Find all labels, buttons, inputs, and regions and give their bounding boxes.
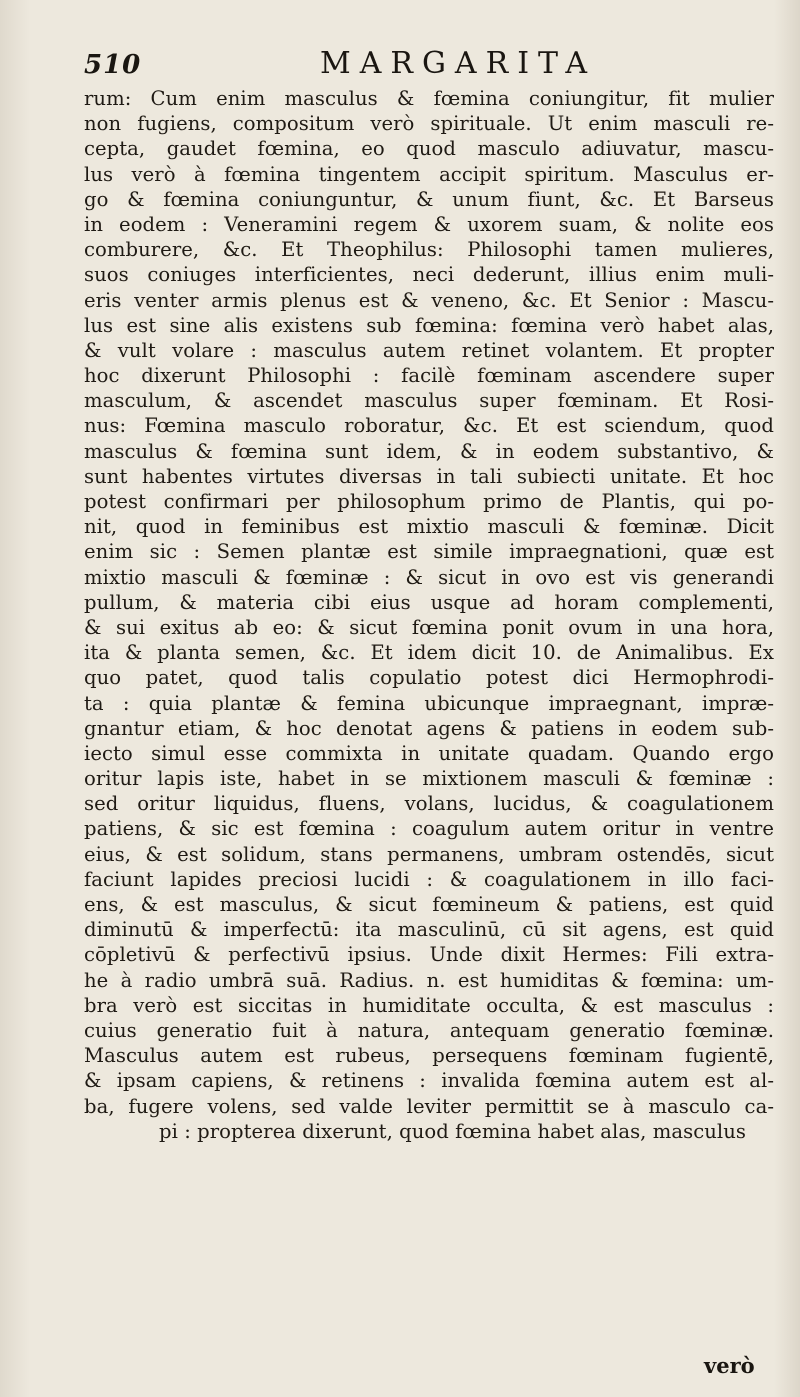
text-line: ba, fugere volens, sed valde leviter permittit se à masculo ca- [84, 1094, 774, 1118]
text-line: non fugiens, compositum verò spirituale. Ut enim masculi re- [84, 112, 774, 136]
text-line: & sui exitus ab eo: & sicut fœmina ponit ovum in una hora, [84, 615, 774, 639]
text-line: in eodem : Veneramini regem & uxorem suam, & nolite eos [84, 212, 774, 236]
text-line: eius, & est solidum, stans permanens, umbram ostendēs, sicut [84, 842, 774, 866]
text-line: cōpletivū & perfectivū ipsius. Unde dixit Hermes: Fili extra- [84, 943, 774, 967]
text-line: rum: Cum enim masculus & fœmina coniungitur, fit mulier [84, 87, 774, 110]
text-line: go & fœmina coniunguntur, & unum fiunt, &c. Et Barseus [84, 187, 774, 211]
body-text [84, 86, 774, 1144]
text-line: enim sic : Semen plantæ est simile impraegnationi, quæ est [84, 540, 774, 564]
text-line: pullum, & materia cibi eius usque ad horam complementi, [84, 590, 774, 614]
text-line: & vult volare : masculus autem retinet volantem. Et propter [84, 338, 774, 362]
text-line: Masculus autem est rubeus, persequens fœminam fugientē, [84, 1044, 774, 1068]
text-line: suos coniuges interficientes, neci dederunt, illius enim muli- [84, 263, 774, 287]
text-line: hoc dixerunt Philosophi : facilè fœminam ascendere super [84, 364, 774, 388]
text-line: sed oritur liquidus, fluens, volans, lucidus, & coagulationem [84, 792, 774, 816]
folio-number: 510 [84, 50, 142, 80]
text-line: oritur lapis iste, habet in se mixtionem masculi & fœminæ : [84, 767, 774, 791]
text-line: eris venter armis plenus est & veneno, &c. Et Senior : Mascu- [84, 288, 774, 312]
text-line: masculus & fœmina sunt idem, & in eodem substantivo, & [84, 439, 774, 463]
text-line: sunt habentes virtutes diversas in tali subiecti unitate. Et hoc [84, 464, 774, 488]
text-line: nit, quod in feminibus est mixtio masculi & fœminæ. Dicit [84, 515, 774, 539]
text-line: iecto simul esse commixta in unitate quadam. Quando ergo [84, 741, 774, 765]
page-header [84, 44, 597, 84]
text-line: mixtio masculi & fœminæ : & sicut in ovo est vis generandi [84, 565, 774, 589]
text-line: ens, & est masculus, & sicut fœmineum & patiens, est quid [84, 893, 774, 916]
text-line: quo patet, quod talis copulatio potest dici Hermophrodi- [84, 666, 774, 690]
text-line: cuius generatio fuit à natura, antequam generatio fœminæ. [84, 1018, 774, 1042]
text-line: nus: Fœmina masculo roboratur, &c. Et est sciendum, quod [84, 414, 774, 438]
text-line: gnantur etiam, & hoc denotat agens & patiens in eodem sub- [84, 716, 774, 740]
text-line: lus verò à fœmina tingentem accipit spiritum. Masculus er- [84, 162, 774, 186]
text-line: & ipsam capiens, & retinens : invalida fœmina autem est al- [84, 1069, 774, 1093]
text-line: patiens, & sic est fœmina : coagulum autem oritur in ventre [84, 817, 774, 841]
text-line: ta : quia plantæ & femina ubicunque impraegnant, impræ- [84, 691, 774, 715]
text-line: ita & planta semen, &c. Et idem dicit 10. de Animalibus. Ex [84, 641, 774, 665]
text-line: he à radio umbrā suā. Radius. n. est humiditas & fœmina: um- [84, 968, 774, 992]
text-line: diminutū & imperfectū: ita masculinū, cū sit agens, est quid [84, 918, 774, 942]
text-line: lus est sine alis existens sub fœmina: fœmina verò habet alas, [84, 313, 774, 337]
catchword: verò [704, 1353, 755, 1378]
text-line: faciunt lapides preciosi lucidi : & coagulationem in illo faci- [84, 867, 774, 891]
text-line: potest confirmari per philosophum primo de Plantis, qui po- [84, 490, 774, 513]
text-line: cepta, gaudet fœmina, eo quod masculo adiuvatur, mascu- [84, 137, 774, 161]
text-line: comburere, &c. Et Theophilus: Philosophi tamen mulieres, [84, 238, 774, 262]
text-line: masculum, & ascendet masculus super fœminam. Et Rosi- [84, 389, 774, 413]
text-line: bra verò est siccitas in humiditate occulta, & est masculus : [84, 993, 774, 1017]
text-line: pi : propterea dixerunt, quod fœmina habet alas, masculus [159, 1119, 746, 1143]
running-title: MARGARITA [320, 46, 597, 81]
